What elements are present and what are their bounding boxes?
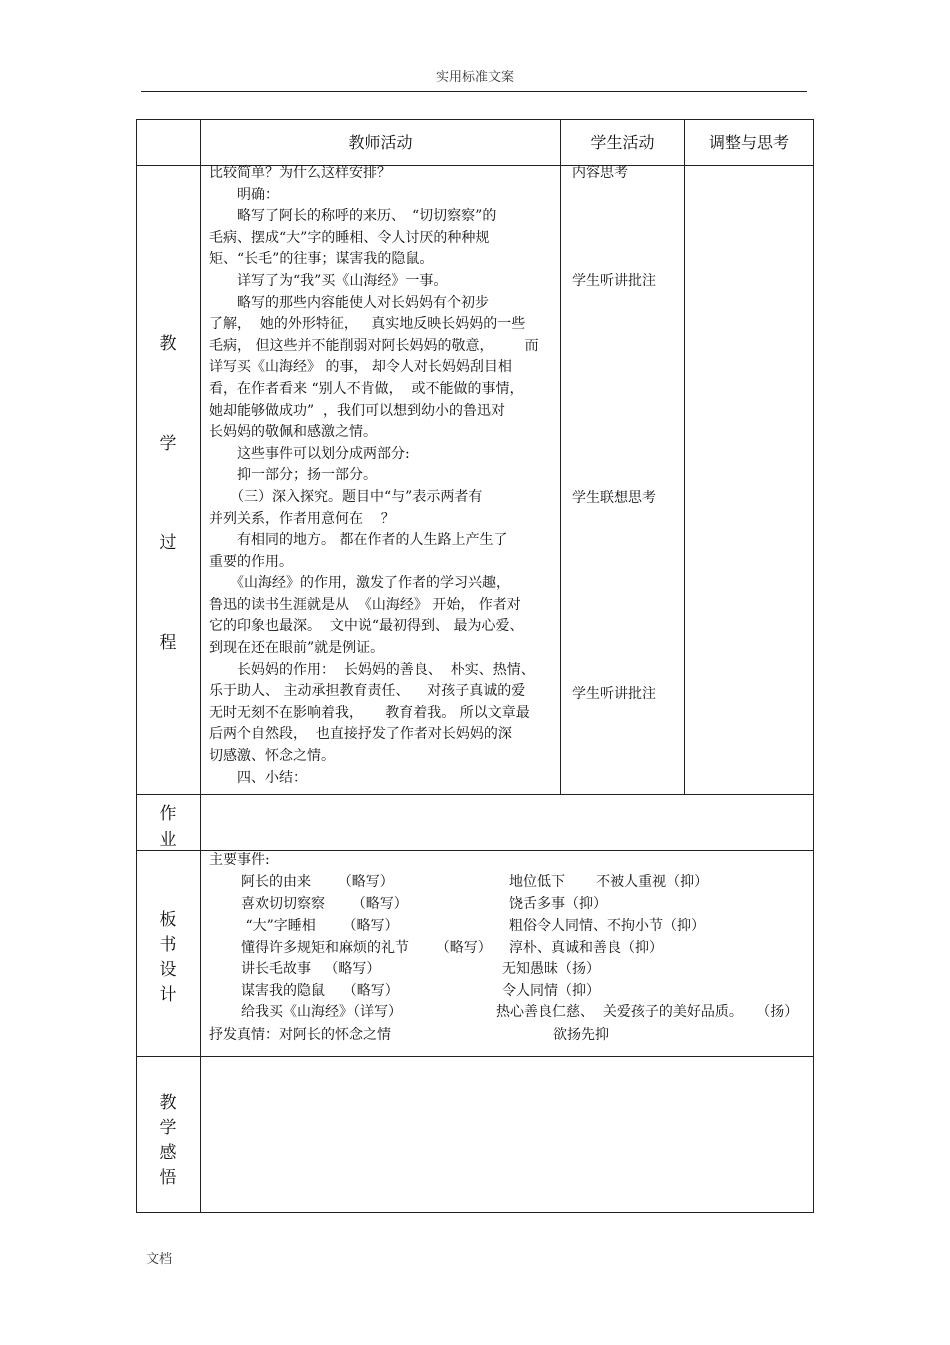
student-note: 内容思考 (572, 165, 628, 181)
reflection-label-char: 教 (159, 1093, 177, 1113)
board-event: 喜欢切切察察 （略写） (241, 896, 408, 912)
process-label-char: 教 (159, 334, 177, 354)
table-border-bottom (136, 1212, 814, 1213)
label-column-divider (200, 119, 201, 1213)
page-footer: 文档 (146, 1252, 173, 1267)
homework-label-char: 作 (159, 804, 177, 824)
board-trait: 热心善良仁慈、 关爱孩子的美好品质。 （扬） (496, 1004, 799, 1020)
text-line: 略写了阿长的称呼的来历、 “切切察察”的 (209, 208, 497, 225)
board-label-char: 计 (159, 985, 177, 1005)
reflection-label-char: 感 (159, 1143, 177, 1163)
text-line: 后两个自然段， 也直接抒发了作者对长妈妈的深 (209, 726, 512, 743)
adjust-reflect-header: 调整与思考 (708, 133, 789, 152)
text-line: 无时无刻不在影响着我， 教育着我。 所以文章最 (209, 704, 530, 721)
text-line: 并列关系，作者用意何在 ？ (209, 510, 395, 527)
reflection-label-char: 学 (159, 1118, 177, 1138)
process-label-char: 学 (159, 434, 177, 454)
board-event: “大”字睡相 （略写） (241, 918, 399, 934)
text-line: 看，在作者看来 “别人不肯做， 或不能做的事情， (209, 380, 524, 397)
text-line: 到现在还在眼前”就是例证。 (209, 640, 385, 657)
student-note: 学生听讲批注 (572, 273, 656, 289)
student-note: 学生联想思考 (572, 490, 656, 506)
table-border-right (813, 119, 814, 1213)
text-line: 略写的那些内容能使人对长妈妈有个初步 (209, 294, 489, 311)
text-line: 四、小结： (209, 769, 307, 786)
board-trait: 令人同情（抑） (502, 983, 600, 999)
text-line: 这些事件可以划分成两部分: (209, 445, 410, 462)
text-line: 明确： (209, 186, 279, 203)
board-event: 阿长的由来 （略写） (241, 874, 394, 890)
text-line: 重要的作用。 (209, 553, 293, 570)
board-label-char: 设 (159, 960, 177, 980)
reflect-column-divider (684, 119, 685, 795)
board-label-char: 书 (159, 935, 177, 955)
text-line: 有相同的地方。 都在作者的人生路上产生了 (209, 532, 508, 549)
text-line: （三）深入探究。题目中“与”表示两者有 (209, 488, 483, 505)
text-line: 毛病、摆成“大”字的睡相、令人讨厌的种种规 (209, 229, 490, 246)
text-line: 切感激、怀念之情。 (209, 748, 335, 765)
text-line: 乐于助人、 主动承担教育责任、 对孩子真诚的爱 (209, 683, 526, 700)
reflection-label-char: 悟 (159, 1168, 177, 1188)
table-border-left (136, 119, 137, 1213)
process-label-char: 程 (159, 633, 177, 653)
text-line: 抑一部分；扬一部分。 (209, 467, 377, 484)
board-event: 谋害我的隐鼠 （略写） (241, 983, 399, 999)
text-line: 了解， 她的外形特征， 真实地反映长妈妈的一些 (209, 316, 526, 333)
board-summary-technique: 欲扬先抑 (553, 1027, 609, 1043)
page-header-title: 实用标准文案 (435, 70, 514, 85)
board-trait: 淳朴、真诚和善良（抑） (509, 940, 663, 956)
board-label-char: 板 (159, 910, 177, 930)
board-event: 讲长毛故事 （略写） (241, 961, 381, 977)
board-summary: 抒发真情：对阿长的怀念之情 (209, 1027, 391, 1043)
text-line: 鲁迅的读书生涯就是从 《山海经》 开始， 作者对 (209, 596, 521, 613)
text-line: 长妈妈的敬佩和感激之情。 (209, 424, 377, 441)
teacher-activity-text (209, 163, 539, 789)
student-note: 学生听讲批注 (572, 686, 656, 702)
lesson-table (136, 119, 814, 1213)
board-trait: 地位低下 不被人重视（抑） (509, 874, 709, 890)
table-border-top (136, 119, 814, 120)
text-line: 详写了为“我”买《山海经》一事。 (209, 272, 448, 289)
board-title: 主要事件: (209, 852, 270, 868)
text-line: 《山海经》的作用，激发了作者的学习兴趣， (209, 575, 510, 592)
text-line: 长妈妈的作用： 长妈妈的善良、 朴实、热情、 (209, 661, 535, 678)
student-column-divider (560, 119, 561, 795)
board-trait: 无知愚昧（扬） (502, 961, 600, 977)
student-activity-header: 学生活动 (590, 133, 655, 152)
board-row-divider (136, 1056, 814, 1057)
text-line: 比较简单？为什么这样安排？ (209, 165, 391, 181)
board-event: 懂得许多规矩和麻烦的礼节 （略写） (241, 940, 492, 956)
teacher-activity-header: 教师活动 (348, 133, 413, 152)
board-trait: 粗俗令人同情、不拘小节（抑） (509, 918, 705, 934)
text-line: 它的印象也最深。 文中说“最初得到、 最为心爱、 (209, 618, 524, 635)
text-line: 毛病， 但这些并不能削弱对阿长妈妈的敬意， 而 (209, 337, 539, 354)
header-rule (141, 91, 807, 92)
board-trait: 饶舌多事（抑） (509, 896, 607, 912)
board-event: 给我买《山海经》（详写） (241, 1004, 402, 1020)
process-row-divider (136, 794, 814, 795)
text-line: 她却能够做成功” ，我们可以想到幼小的鲁迅对 (209, 402, 506, 419)
homework-label-char: 业 (159, 830, 177, 850)
text-line: 详写买《山海经》 的事， 却令人对长妈妈刮目相 (209, 359, 512, 376)
process-label-char: 过 (159, 533, 177, 553)
text-line: 矩、“长毛”的往事；谋害我的隐鼠。 (209, 251, 434, 268)
